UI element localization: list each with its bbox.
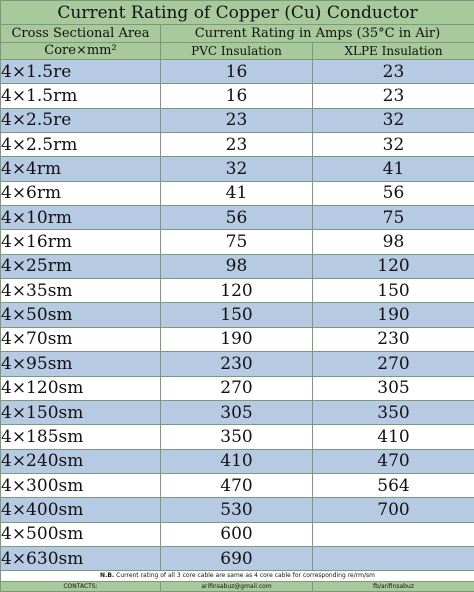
xlpe-rating-cell: 230	[313, 327, 474, 351]
area-cell: 4×630sm	[1, 547, 161, 571]
area-cell: 4×50sm	[1, 303, 161, 327]
pvc-rating-cell: 470	[161, 473, 313, 497]
pvc-rating-cell: 690	[161, 547, 313, 571]
xlpe-rating-cell: 564	[313, 473, 474, 497]
table-row	[1, 108, 474, 132]
xlpe-rating-cell	[313, 547, 474, 571]
table-row	[1, 181, 474, 205]
table-row	[1, 400, 474, 424]
area-cell: 4×120sm	[1, 376, 161, 400]
contact-email: arifinsabuz@gmail.com	[161, 581, 313, 591]
table-row	[1, 473, 474, 497]
contacts-row	[1, 581, 474, 591]
note-row	[1, 571, 474, 581]
table-row	[1, 59, 474, 83]
table-row	[1, 352, 474, 376]
area-cell: 4×500sm	[1, 522, 161, 546]
pvc-rating-cell: 32	[161, 157, 313, 181]
table-row	[1, 425, 474, 449]
xlpe-rating-cell: 75	[313, 206, 474, 230]
header-row-2	[1, 42, 474, 59]
contacts-label: CONTACTS:	[1, 581, 161, 591]
current-rating-header: Current Rating in Amps (35°C in Air)	[161, 25, 474, 42]
pvc-rating-cell: 270	[161, 376, 313, 400]
xlpe-rating-cell: 56	[313, 181, 474, 205]
table-row	[1, 376, 474, 400]
pvc-rating-cell: 150	[161, 303, 313, 327]
xlpe-rating-cell: 41	[313, 157, 474, 181]
area-cell: 4×25rm	[1, 254, 161, 278]
xlpe-rating-cell: 23	[313, 84, 474, 108]
table-row	[1, 327, 474, 351]
pvc-rating-cell: 305	[161, 400, 313, 424]
area-cell: 4×95sm	[1, 352, 161, 376]
table-row	[1, 303, 474, 327]
table-row	[1, 84, 474, 108]
area-cell: 4×300sm	[1, 473, 161, 497]
header-row-1	[1, 25, 474, 42]
area-cell: 4×150sm	[1, 400, 161, 424]
pvc-rating-cell: 600	[161, 522, 313, 546]
area-cell: 4×70sm	[1, 327, 161, 351]
table-row	[1, 547, 474, 571]
xlpe-rating-cell: 410	[313, 425, 474, 449]
xlpe-rating-cell: 120	[313, 254, 474, 278]
table-row	[1, 254, 474, 278]
area-cell: 4×10rm	[1, 206, 161, 230]
pvc-rating-cell: 75	[161, 230, 313, 254]
xlpe-insulation-header: XLPE Insulation	[313, 42, 474, 59]
xlpe-rating-cell: 350	[313, 400, 474, 424]
title-row	[1, 1, 474, 25]
xlpe-rating-cell: 23	[313, 59, 474, 83]
area-cell: 4×2.5rm	[1, 132, 161, 156]
xlpe-rating-cell: 190	[313, 303, 474, 327]
area-cell: 4×6rm	[1, 181, 161, 205]
contact-facebook: fb/arifinsabuz	[313, 581, 474, 591]
table-row	[1, 132, 474, 156]
area-cell: 4×1.5re	[1, 59, 161, 83]
pvc-rating-cell: 120	[161, 279, 313, 303]
pvc-rating-cell: 41	[161, 181, 313, 205]
table-title: Current Rating of Copper (Cu) Conductor	[1, 1, 474, 25]
pvc-rating-cell: 530	[161, 498, 313, 522]
pvc-rating-cell: 350	[161, 425, 313, 449]
xlpe-rating-cell: 470	[313, 449, 474, 473]
area-cell: 4×240sm	[1, 449, 161, 473]
pvc-rating-cell: 410	[161, 449, 313, 473]
xlpe-rating-cell: 98	[313, 230, 474, 254]
table-row	[1, 498, 474, 522]
pvc-rating-cell: 56	[161, 206, 313, 230]
xlpe-rating-cell: 150	[313, 279, 474, 303]
pvc-rating-cell: 16	[161, 59, 313, 83]
table-row	[1, 279, 474, 303]
xlpe-rating-cell: 32	[313, 132, 474, 156]
table-row	[1, 449, 474, 473]
xlpe-rating-cell: 700	[313, 498, 474, 522]
pvc-rating-cell: 230	[161, 352, 313, 376]
note-cell	[1, 571, 474, 581]
pvc-rating-cell: 23	[161, 132, 313, 156]
table-row	[1, 230, 474, 254]
note-text: Current rating of all 3 core cable are same as 4 core cable for corresponding re/rm/sm	[116, 572, 375, 580]
area-cell: 4×185sm	[1, 425, 161, 449]
table-row	[1, 522, 474, 546]
xlpe-rating-cell: 32	[313, 108, 474, 132]
area-cell: 4×4rm	[1, 157, 161, 181]
cross-sectional-area-header: Cross Sectional Area	[1, 25, 161, 42]
area-cell: 4×2.5re	[1, 108, 161, 132]
pvc-rating-cell: 190	[161, 327, 313, 351]
xlpe-rating-cell: 270	[313, 352, 474, 376]
core-mm2-header: Core×mm²	[1, 42, 161, 59]
table-row	[1, 157, 474, 181]
pvc-insulation-header: PVC Insulation	[161, 42, 313, 59]
area-cell: 4×35sm	[1, 279, 161, 303]
xlpe-rating-cell: 305	[313, 376, 474, 400]
table-row	[1, 206, 474, 230]
note-label: N.B.	[100, 572, 115, 580]
pvc-rating-cell: 98	[161, 254, 313, 278]
area-cell: 4×400sm	[1, 498, 161, 522]
pvc-rating-cell: 23	[161, 108, 313, 132]
pvc-rating-cell: 16	[161, 84, 313, 108]
area-cell: 4×16rm	[1, 230, 161, 254]
area-cell: 4×1.5rm	[1, 84, 161, 108]
xlpe-rating-cell	[313, 522, 474, 546]
